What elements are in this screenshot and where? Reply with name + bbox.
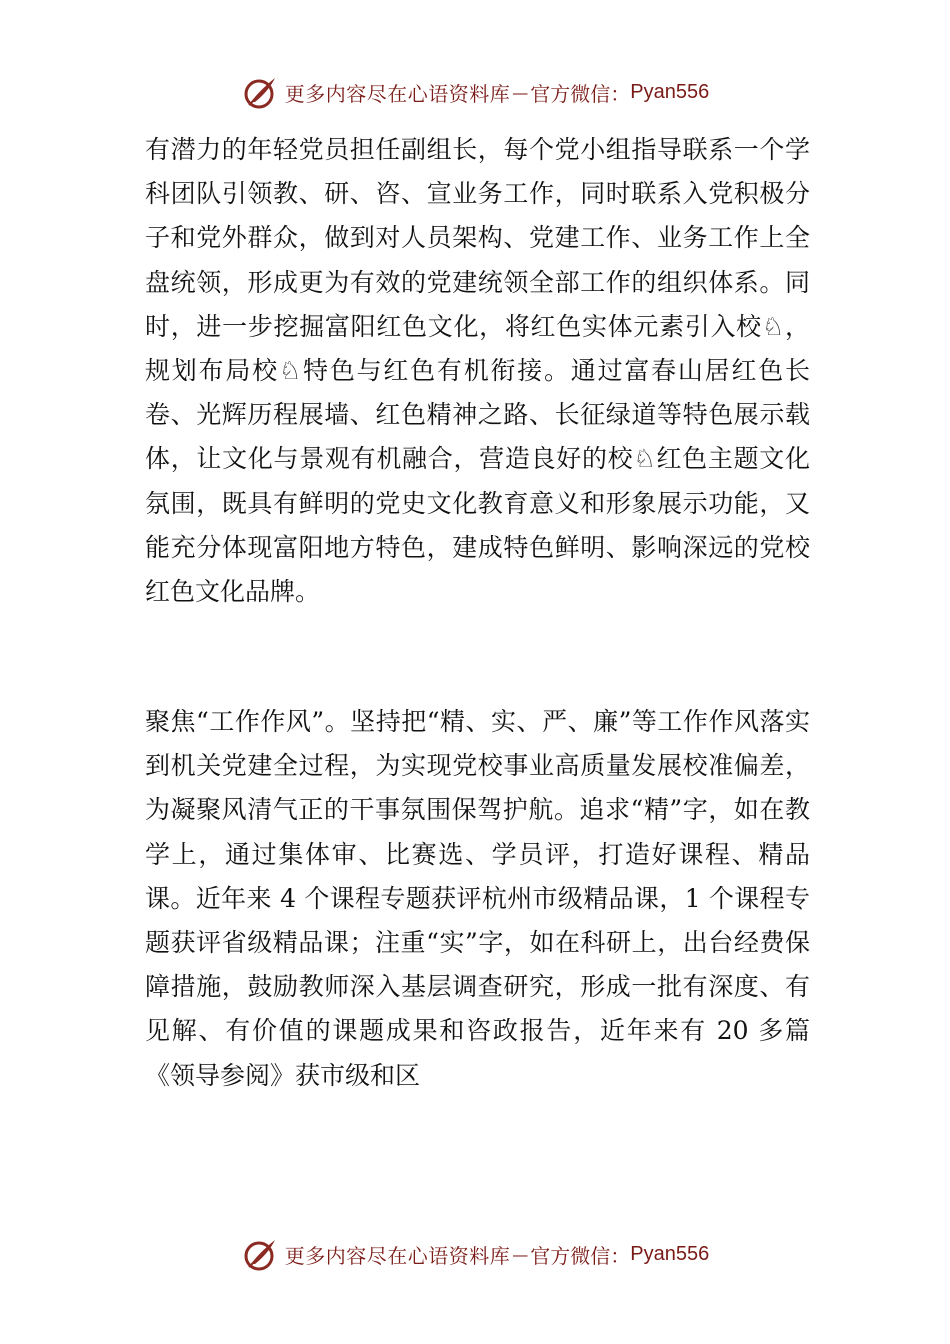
banner-wechat-label: 官方微信： (530, 1243, 631, 1268)
banner-site-text: 更多内容尽在心语资料库 (284, 1243, 511, 1268)
body-paragraph-1: 有潜力的年轻党员担任副组长，每个党小组指导联系一个学科团队引领教、研、咨、宣业务工作，同时联系入党积极分子和党外群众，做到对人员架构、党建工作、业务工作上全盘统领，形成更为有效的党建统领全部工作的组织体系。同时，进一步挖掘富阳红色文化，将红色实体元素引入校♘，规划布局校♘特色与红色有机衔接。通过富春山居红色长卷、光辉历程展墙、红色精神之路、长征绿道等特色展示载体，让文化与景观有机融合，营造良好的校♘红色主题文化氛围，既具有鲜明的党史文化教育意义和形象展示功能，又能充分体现富阳地方特色，建成特色鲜明、影响深远的党校红色文化品牌。 (145, 135, 810, 607)
feather-logo-icon (241, 1234, 281, 1274)
footer-banner (0, 1232, 950, 1276)
feather-logo-icon (241, 72, 281, 112)
banner-separator: — (512, 1244, 529, 1264)
header-banner (0, 70, 950, 114)
banner-wechat-id: Pyan556 (630, 1242, 710, 1265)
banner-wechat-id: Pyan556 (630, 80, 710, 103)
banner-site-text: 更多内容尽在心语资料库 (284, 81, 511, 106)
body-paragraph-2: 聚焦“工作作风”。坚持把“精、实、严、廉”等工作作风落实到机关党建全过程，为实现党校事业高质量发展校准偏差，为凝聚风清气正的干事氛围保驾护航。追求“精”字，如在教学上，通过集体审、比赛选、学员评，打造好课程、精品课。近年来 4 个课程专题获评杭州市级精品课，1 个课程专题获评省级精品课；注重“实”字，如在科研上，出台经费保障措施，鼓励教师深入基层调查研究，形成一批有深度、有见解、有价值的课题成果和咨政报告，近年来有 20 多篇《领导参阅》获市级和区 (145, 707, 810, 1090)
banner-wechat-label: 官方微信： (530, 81, 631, 106)
banner-separator: — (512, 82, 529, 102)
